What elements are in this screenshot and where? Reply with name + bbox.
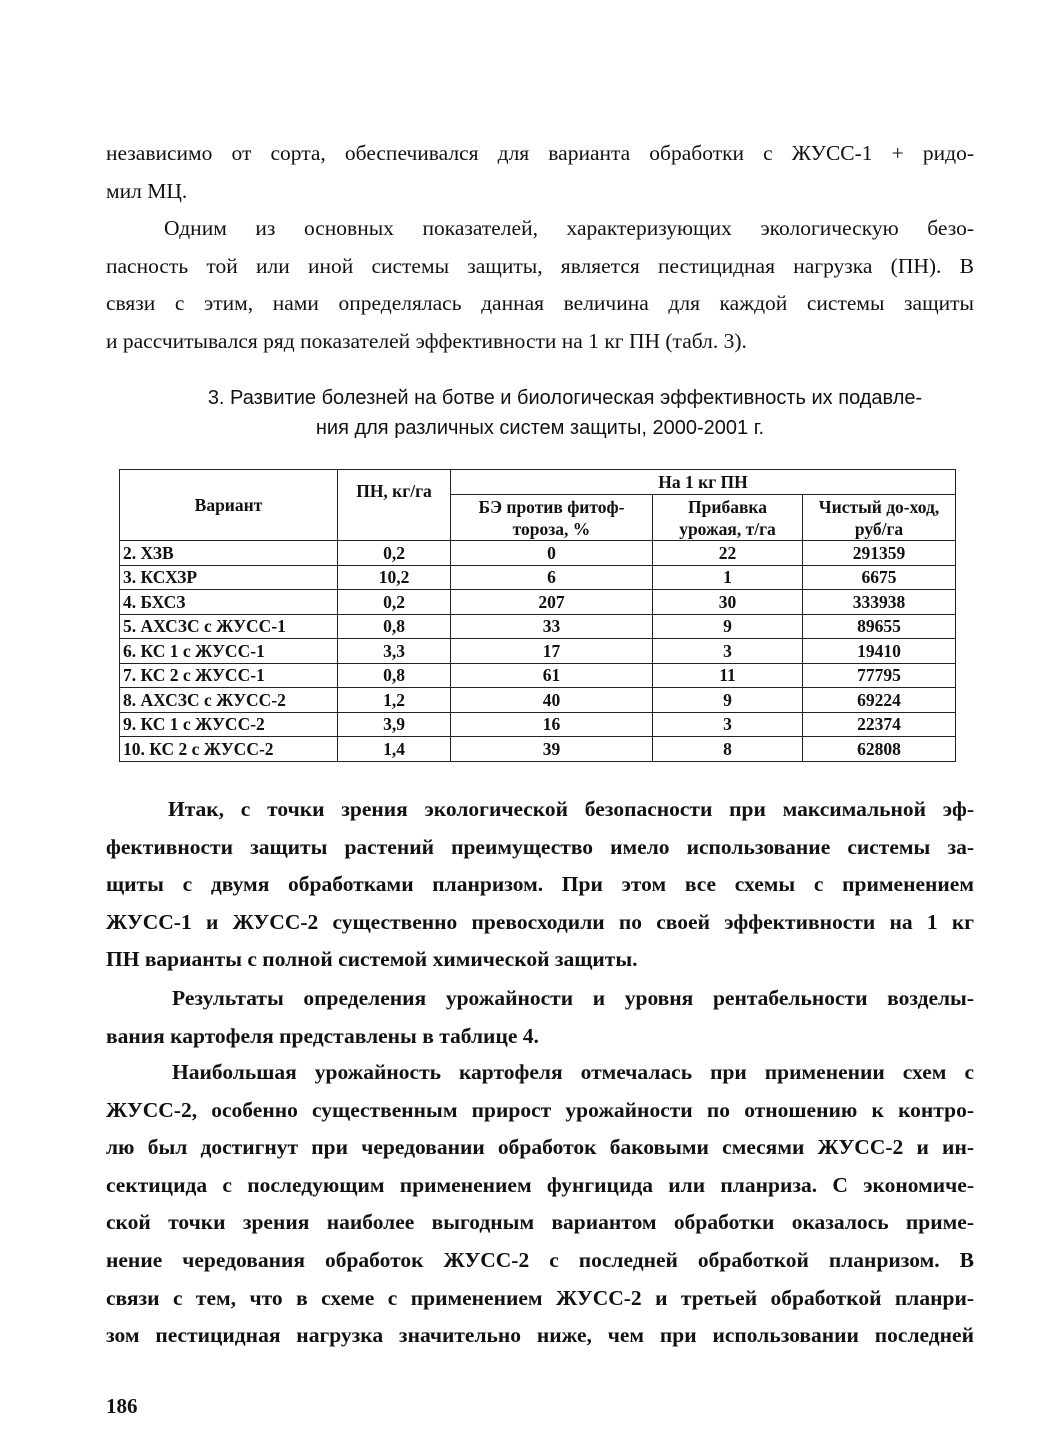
text-line: независимо от сорта, обеспечивался для варианта обработки с ЖУСС-1 + ридо- — [106, 141, 974, 165]
text-line: лю был достигнут при чередовании обработок баковыми смесями ЖУСС-2 и ин- — [106, 1135, 974, 1160]
text-line: щиты с двумя обработками планризом. При этом все схемы с применением — [106, 872, 974, 897]
caption-line-2: ния для различных систем защиты, 2000-2001 г. — [315, 417, 765, 439]
text-line: мил МЦ. — [106, 178, 188, 203]
cell-be: 40 — [451, 688, 653, 713]
cell-pn: 0,8 — [338, 614, 451, 639]
cell-be: 33 — [451, 614, 653, 639]
table-row — [120, 565, 956, 590]
cell-be: 61 — [451, 663, 653, 688]
cell-net-income: 22374 — [803, 712, 956, 737]
header-per-kg: На 1 кг ПН — [451, 470, 956, 495]
table-row — [120, 688, 956, 713]
text-line: Итак, с точки зрения экологической безопасности при максимальной эф- — [168, 797, 974, 821]
text-line: вания картофеля представлены в таблице 4. — [106, 1023, 539, 1048]
cell-yield-gain: 1 — [653, 565, 803, 590]
cell-be: 39 — [451, 737, 653, 762]
cell-pn: 3,9 — [338, 712, 451, 737]
cell-net-income: 333938 — [803, 590, 956, 615]
table-row — [120, 541, 956, 566]
header-pn: ПН, кг/га — [338, 470, 451, 541]
cell-yield-gain: 11 — [653, 663, 803, 688]
text-line: связи с тем, что в схеме с применением ЖУСС-2 и третьей обработкой планри- — [106, 1285, 974, 1310]
cell-variant: 7. КС 2 с ЖУСС-1 — [120, 663, 338, 688]
table-row — [120, 590, 956, 615]
cell-yield-gain: 9 — [653, 614, 803, 639]
paragraph-5 — [106, 1054, 974, 1355]
table-row — [120, 663, 956, 688]
text-line: пасность той или иной системы защиты, является пестицидная нагрузка (ПН). В — [106, 253, 974, 278]
cell-be: 17 — [451, 639, 653, 664]
cell-be: 6 — [451, 565, 653, 590]
cell-net-income: 69224 — [803, 688, 956, 713]
text-line: и рассчитывался ряд показателей эффективности на 1 кг ПН (табл. 3). — [106, 328, 747, 353]
table-row — [120, 639, 956, 664]
cell-pn: 3,3 — [338, 639, 451, 664]
cell-pn: 0,2 — [338, 541, 451, 566]
cell-variant: 3. КСХЗР — [120, 565, 338, 590]
text-line: Наибольшая урожайность картофеля отмечалась при применении схем с — [172, 1060, 974, 1084]
text-line: ЖУСС-2, особенно существенным прирост урожайности по отношению к контро- — [106, 1097, 974, 1122]
cell-be: 207 — [451, 590, 653, 615]
text-line: фективности защиты растений преимущество имело использование системы за- — [106, 834, 974, 859]
cell-variant: 5. АХСЗС с ЖУСС-1 — [120, 614, 338, 639]
cell-variant: 9. КС 1 с ЖУСС-2 — [120, 712, 338, 737]
text-line: нение чередования обработок ЖУСС-2 с последней обработкой планризом. В — [106, 1247, 974, 1272]
cell-variant: 10. КС 2 с ЖУСС-2 — [120, 737, 338, 762]
cell-be: 0 — [451, 541, 653, 566]
paragraph-1 — [106, 135, 974, 210]
table-caption — [106, 383, 974, 443]
cell-pn: 0,2 — [338, 590, 451, 615]
paragraph-2 — [106, 210, 974, 360]
text-line: сектицида с последующим применением фунгицида или планриза. С экономиче- — [106, 1172, 974, 1197]
cell-yield-gain: 3 — [653, 712, 803, 737]
header-variant: Вариант — [120, 470, 338, 541]
header-net-income: Чистый до-ход, руб/га — [803, 495, 956, 541]
cell-net-income: 89655 — [803, 614, 956, 639]
table-row — [120, 614, 956, 639]
cell-pn: 0,8 — [338, 663, 451, 688]
header-be: БЭ против фитоф-тороза, % — [451, 495, 653, 541]
cell-variant: 8. АХСЗС с ЖУСС-2 — [120, 688, 338, 713]
text-line: зом пестицидная нагрузка значительно ниже, чем при использовании последней — [106, 1323, 974, 1348]
text-line: ПН варианты с полной системой химической защиты. — [106, 947, 638, 972]
cell-variant: 6. КС 1 с ЖУСС-1 — [120, 639, 338, 664]
cell-yield-gain: 9 — [653, 688, 803, 713]
cell-pn: 1,2 — [338, 688, 451, 713]
table-row — [120, 712, 956, 737]
text-line: ской точки зрения наиболее выгодным вариантом обработки оказалось приме- — [106, 1210, 974, 1235]
cell-yield-gain: 30 — [653, 590, 803, 615]
cell-yield-gain: 8 — [653, 737, 803, 762]
cell-pn: 10,2 — [338, 565, 451, 590]
cell-net-income: 291359 — [803, 541, 956, 566]
text-line: Одним из основных показателей, характеризующих экологическую безо- — [164, 216, 974, 240]
cell-net-income: 19410 — [803, 639, 956, 664]
caption-line-1: 3. Развитие болезней на ботве и биологическая эффективность их подавле- — [207, 387, 923, 409]
text-line: ЖУСС-1 и ЖУСС-2 существенно превосходили по своей эффективности на 1 кг — [106, 909, 974, 934]
cell-variant: 2. ХЗВ — [120, 541, 338, 566]
text-line: связи с этим, нами определялась данная величина для каждой системы защиты — [106, 291, 974, 316]
data-table — [119, 469, 956, 762]
cell-net-income: 62808 — [803, 737, 956, 762]
cell-yield-gain: 22 — [653, 541, 803, 566]
paragraph-4 — [106, 980, 974, 1055]
header-yield-gain: Прибавка урожая, т/га — [653, 495, 803, 541]
cell-yield-gain: 3 — [653, 639, 803, 664]
paragraph-3 — [106, 791, 974, 979]
cell-variant: 4. БХСЗ — [120, 590, 338, 615]
cell-be: 16 — [451, 712, 653, 737]
text-line: Результаты определения урожайности и уровня рентабельности возделы- — [172, 986, 974, 1010]
cell-net-income: 77795 — [803, 663, 956, 688]
page-number: 186 — [106, 1394, 138, 1418]
cell-net-income: 6675 — [803, 565, 956, 590]
table-row — [120, 737, 956, 762]
cell-pn: 1,4 — [338, 737, 451, 762]
